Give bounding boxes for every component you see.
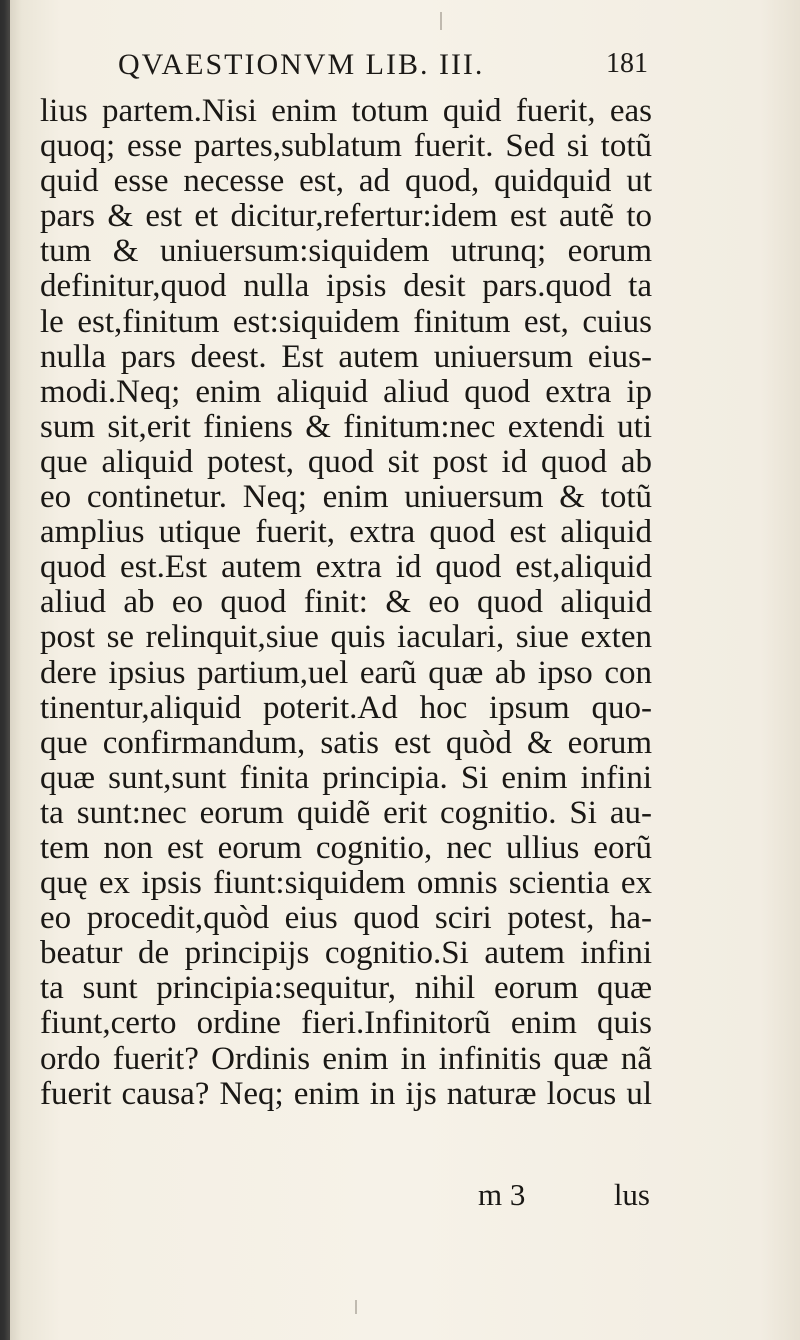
text-line: quoq; esse partes,sublatum fuerit. Sed si totũ — [40, 129, 652, 165]
text-line: tum & uniuersum:siquidem utrunq; eorum — [40, 234, 652, 270]
text-line: modi.Neq; enim aliquid aliud quod extra ip — [40, 374, 652, 410]
text-line: quid esse necesse est, ad quod, quidquid ut — [40, 164, 652, 200]
text-line: ta sunt:nec eorum quidẽ erit cognitio. Si au- — [40, 795, 652, 831]
text-line: ordo fuerit? Ordinis enim in infinitis quæ nã — [40, 1041, 652, 1077]
text-line: quæ sunt,sunt finita principia. Si enim infini — [40, 760, 652, 796]
text-line: pars & est et dicitur,refertur:idem est autẽ to — [40, 199, 652, 235]
text-line: post se relinquit,siue quis iaculari, siue exten — [40, 620, 652, 656]
text-line: tinentur,aliquid poterit.Ad hoc ipsum quo- — [40, 690, 652, 726]
text-line: sum sit,erit finiens & finitum:nec extendi uti — [40, 409, 652, 445]
body-text — [40, 94, 652, 1112]
signature-line — [40, 1177, 652, 1217]
text-line: amplius utique fuerit, extra quod est aliquid — [40, 515, 652, 551]
text-line: ta sunt principia:sequitur, nihil eorum quæ — [40, 971, 652, 1007]
text-line: nulla pars deest. Est autem uniuersum eius- — [40, 339, 652, 375]
paper-speck — [355, 1300, 357, 1314]
text-line: lius partem.Nisi enim totum quid fuerit, eas — [40, 94, 652, 129]
text-line: le est,finitum est:siquidem finitum est, cuius — [40, 304, 652, 340]
text-line: eo continetur. Neq; enim uniuersum & totũ — [40, 480, 652, 516]
text-line: definitur,quod nulla ipsis desit pars.quod ta — [40, 269, 652, 305]
text-line: quod est.Est autem extra id quod est,aliquid — [40, 550, 652, 586]
text-line: que confirmandum, satis est quòd & eorum — [40, 725, 652, 761]
text-line: dere ipsius partium,uel earũ quæ ab ipso con — [40, 655, 652, 691]
text-line: beatur de principijs cognitio.Si autem infini — [40, 936, 652, 972]
signature-mark: m 3 — [478, 1177, 526, 1212]
text-line: tem non est eorum cognitio, nec ullius eorũ — [40, 830, 652, 866]
text-line: eo procedit,quòd eius quod sciri potest, ha- — [40, 901, 652, 937]
text-line: fuerit causa? Neq; enim in ijs naturæ locus ul — [40, 1076, 652, 1112]
running-head-title: QVAESTIONVM LIB. III. — [118, 48, 485, 81]
text-line: aliud ab eo quod finit: & eo quod aliquid — [40, 585, 652, 621]
running-head — [118, 48, 648, 88]
text-line: quę ex ipsis fiunt:siquidem omnis scientia ex — [40, 866, 652, 902]
text-line: que aliquid potest, quod sit post id quod ab — [40, 444, 652, 480]
text-line: fiunt,certo ordine fieri.Infinitorũ enim quis — [40, 1006, 652, 1042]
binding-gutter — [0, 0, 10, 1340]
folio-number: 181 — [606, 48, 648, 79]
catchword: lus — [613, 1177, 650, 1212]
paper-speck — [440, 12, 442, 30]
